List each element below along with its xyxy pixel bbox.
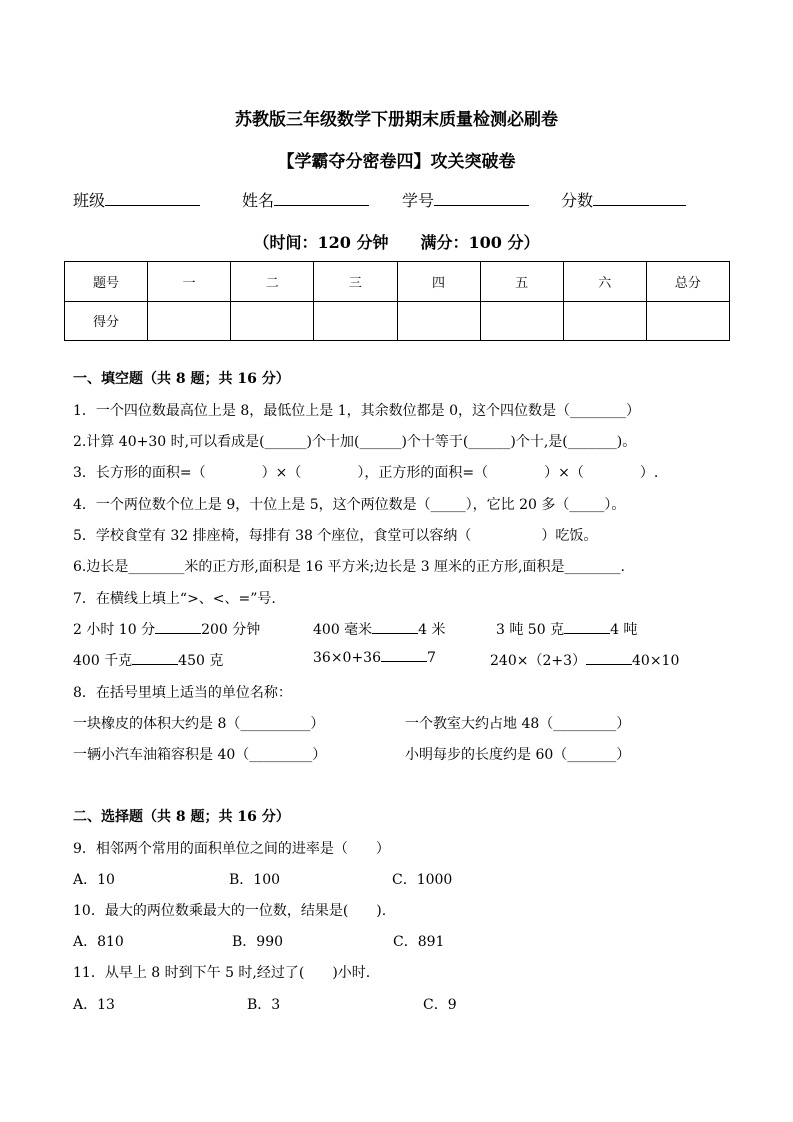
score-row-label: 得分 [65,301,148,341]
compare-blank[interactable] [155,633,201,634]
compare-item: 36×0+36 7 [313,650,436,666]
name-field[interactable] [242,188,369,211]
class-blank[interactable] [105,205,200,206]
compare-blank[interactable] [381,661,427,662]
table-header-cell: 一 [148,262,231,302]
compare-item: 400 千克 450 克 [73,653,224,669]
question-2: 2.计算 40+30 时,可以看成是(______)个十加(______)个十等于(______)个十,是(_______)。 [73,434,637,450]
score-blank[interactable] [593,205,686,206]
option-a[interactable]: A．810 [73,934,124,950]
score-cell[interactable] [563,301,646,341]
name-label: 姓名 [242,191,275,210]
score-field[interactable] [561,188,686,211]
question-11: 11．从早上 8 时到下午 5 时,经过了( )小时. [73,965,371,981]
question-3: 3．长方形的面积=（ ）×（ ），正方形的面积=（ ）×（ ）. [73,465,659,481]
score-table-score-row [65,301,730,341]
compare-blank[interactable] [586,664,632,665]
question-9: 9．相邻两个常用的面积单位之间的进率是（ ） [73,841,390,857]
compare-item: 400 毫米 4 米 [313,622,446,638]
section2-title: 二、选择题（共 8 题；共 16 分） [73,809,290,825]
unit-item: 一个教室大约占地 48（_________） [405,716,631,732]
question-5: 5．学校食堂有 32 排座椅，每排有 38 个座位，食堂可以容纳（ ）吃饭。 [73,528,598,544]
score-cell[interactable] [148,301,231,341]
table-header-cell: 四 [397,262,480,302]
section1-title: 一、填空题（共 8 题；共 16 分） [73,371,290,387]
student-id-field[interactable] [402,188,529,211]
question-10: 10．最大的两位数乘最大的一位数，结果是( ). [73,903,387,919]
table-header-cell: 总分 [646,262,729,302]
score-table-header-row [65,262,730,302]
score-cell[interactable] [314,301,397,341]
option-c[interactable]: C．9 [423,997,457,1013]
compare-item: 3 吨 50 克 4 吨 [496,622,638,638]
class-label: 班级 [73,191,106,210]
time-info: （时间：120 分钟 满分：100 分） [253,233,540,252]
table-header-cell: 二 [231,262,314,302]
name-blank[interactable] [274,205,369,206]
question-1: 1．一个四位数最高位上是 8，最低位上是 1，其余数位都是 0，这个四位数是（________） [73,403,640,419]
option-b[interactable]: B．3 [247,997,281,1013]
compare-blank[interactable] [372,633,418,634]
student-id-blank[interactable] [434,205,529,206]
document-subtitle: 【学霸夺分密卷四】攻关突破卷 [277,152,516,172]
score-cell[interactable] [231,301,314,341]
unit-item: 一辆小汽车油箱容积是 40（_________） [73,747,327,763]
compare-item: 240×（2+3） 40×10 [490,653,680,669]
score-cell[interactable] [480,301,563,341]
option-b[interactable]: B．990 [232,934,284,950]
question-7: 7．在横线上填上“>、<、=”号. [73,591,276,607]
table-header-cell: 五 [480,262,563,302]
score-table [64,261,730,341]
option-c[interactable]: C．1000 [392,872,453,888]
compare-item: 2 小时 10 分 200 分钟 [73,622,261,638]
table-header-cell: 三 [314,262,397,302]
option-b[interactable]: B．100 [229,872,281,888]
document-title: 苏教版三年级数学下册期末质量检测必刷卷 [235,110,558,130]
table-header-cell: 题号 [65,262,148,302]
score-cell[interactable] [397,301,480,341]
option-a[interactable]: A．13 [73,997,115,1013]
table-header-cell: 六 [563,262,646,302]
compare-blank[interactable] [564,633,610,634]
compare-blank[interactable] [132,664,178,665]
option-c[interactable]: C．891 [393,934,445,950]
unit-item: 小明每步的长度约是 60（_______） [405,747,631,763]
unit-item: 一块橡皮的体积大约是 8（__________） [73,716,325,732]
score-cell[interactable] [646,301,729,341]
class-field[interactable] [73,188,200,211]
score-label: 分数 [561,191,594,210]
question-6: 6.边长是________米的正方形,面积是 16 平方米;边长是 3 厘米的正方形,面积是________. [73,559,625,575]
student-id-label: 学号 [402,191,435,210]
question-4: 4．一个两位数个位上是 9，十位上是 5，这个两位数是（_____），它比 20 多（_____）。 [73,497,626,513]
option-a[interactable]: A．10 [73,872,115,888]
question-8: 8．在括号里填上适当的单位名称： [73,685,292,701]
